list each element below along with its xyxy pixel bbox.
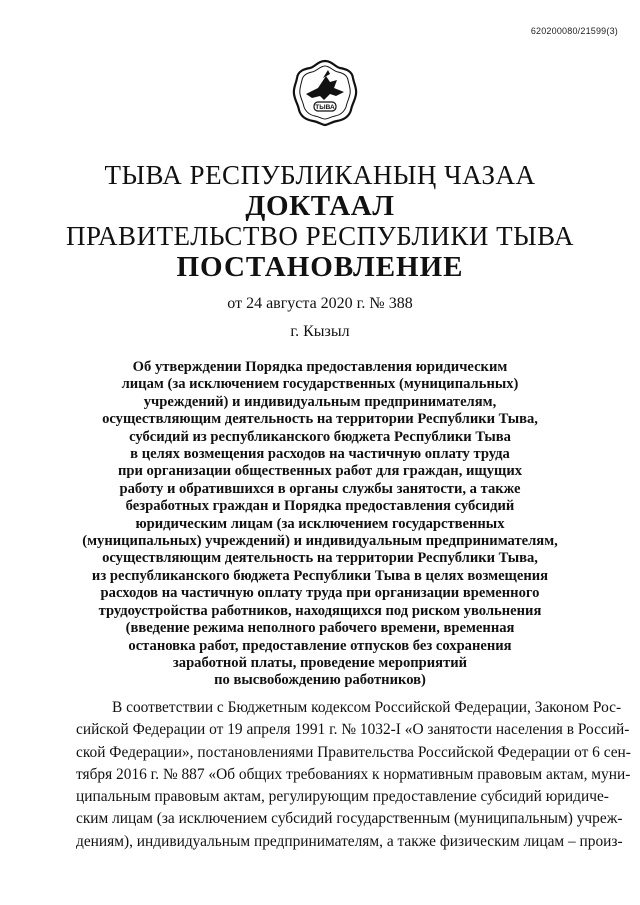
- subject-line: юридическим лицам (за исключением государственных: [135, 515, 505, 532]
- subject-line: учреждений) и индивидуальным предпринимателям,: [143, 393, 497, 410]
- subject-line: (введение режима неполного рабочего времени, временная: [125, 620, 515, 637]
- subject-line: субсидий из республиканского бюджета Республики Тыва: [129, 428, 511, 445]
- document-body: [76, 697, 631, 853]
- body-line: дениям), индивидуальным предпринимателям, а также физическим лицам – произ-: [76, 832, 623, 850]
- subject-line: при организации общественных работ для граждан, ищущих: [117, 463, 523, 480]
- tyva-document-type: ДОКТААЛ: [245, 190, 395, 222]
- subject-line: из республиканского бюджета Республики Тыва в целях возмещения: [91, 567, 549, 584]
- body-line: ским лицам (за исключением субсидий государственным (муниципальным) учреж-: [76, 810, 623, 828]
- subject-line: в целях возмещения расходов на частичную оплату труда: [130, 446, 510, 463]
- subject-line: заработной платы, проведение мероприятий: [172, 654, 468, 671]
- subject-line: работу и обратившихся в органы службы занятости, а также: [119, 480, 521, 497]
- document-type: ПОСТАНОВЛЕНИЕ: [176, 251, 464, 283]
- tyva-emblem-icon: [290, 58, 360, 128]
- tyva-government-title: ТЫВА РЕСПУБЛИКАНЫҢ ЧАЗАА: [104, 160, 536, 190]
- subject-line: лицам (за исключением государственных (муниципальных): [121, 376, 519, 393]
- emblem-label: ТЫВА: [315, 104, 335, 112]
- subject-line: трудоустройства работников, находящихся под риском увольнения: [98, 602, 542, 619]
- subject-line: осуществляющим деятельность на территории Республики Тыва,: [102, 550, 538, 567]
- body-line: ской Федерации», постановлениями Правительства Российской Федерации от 6 сен-: [76, 743, 631, 761]
- subject-line: Об утверждении Порядка предоставления юридическим: [132, 359, 508, 375]
- subject-line: (муниципальных) учреждений) и индивидуальным предпринимателям,: [82, 533, 558, 550]
- body-line: сийской Федерации от 19 апреля 1991 г. № 1032-I «О занятости населения в Россий-: [76, 721, 630, 739]
- subject-line: остановка работ, предоставление отпусков без сохранения: [128, 637, 512, 654]
- subject-line: по высвобождению работников): [214, 672, 426, 689]
- subject-line: безработных граждан и Порядка предоставления субсидий: [125, 498, 515, 515]
- document-subject: [60, 359, 580, 690]
- subject-line: осуществляющим деятельность на территории Республики Тыва,: [102, 411, 538, 428]
- document-date-number: от 24 августа 2020 г. № 388: [227, 295, 413, 312]
- document-id: 620200080/21599(3): [530, 26, 618, 36]
- government-title: ПРАВИТЕЛЬСТВО РЕСПУБЛИКИ ТЫВА: [66, 221, 574, 251]
- body-line: тября 2016 г. № 887 «Об общих требованиях к нормативным правовым актам, муни-: [76, 765, 631, 783]
- body-line: ципальным правовым актам, регулирующим предоставление субсидий юридиче-: [76, 788, 609, 806]
- subject-line: расходов на частичную оплату труда при организации временного: [100, 585, 540, 602]
- body-line: В соответствии с Бюджетным кодексом Российской Федерации, Законом Рос-: [112, 699, 622, 716]
- document-city: г. Кызыл: [290, 323, 350, 340]
